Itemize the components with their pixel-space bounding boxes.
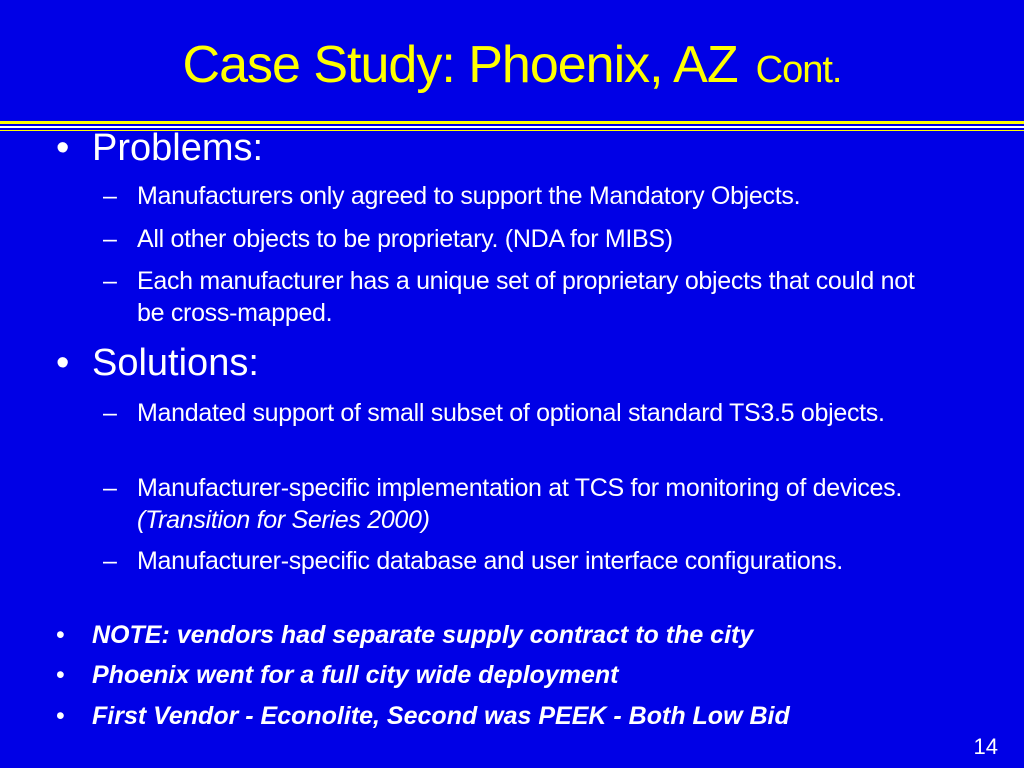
solution-item-text: Mandated support of small subset of optional standard TS3.5 objects. bbox=[137, 399, 885, 427]
page-number: 14 bbox=[973, 734, 998, 759]
slide-title bbox=[0, 30, 1024, 105]
problems-heading-text: Problems: bbox=[92, 127, 264, 169]
solution-item bbox=[103, 397, 927, 429]
solutions-heading bbox=[56, 341, 259, 385]
problem-item bbox=[103, 265, 927, 329]
solution-item-note: (Transition for Series 2000) bbox=[137, 506, 430, 534]
dash-icon: – bbox=[103, 547, 117, 575]
title-divider-top bbox=[0, 121, 1024, 124]
bullet-icon: • bbox=[56, 127, 70, 169]
dash-icon: – bbox=[103, 474, 117, 502]
note-item-text: Phoenix went for a full city wide deployment bbox=[92, 661, 619, 689]
problems-heading bbox=[56, 126, 264, 170]
bullet-icon: • bbox=[56, 661, 65, 689]
problem-item-text: All other objects to be proprietary. (NDA for MIBS) bbox=[137, 225, 673, 253]
note-item bbox=[56, 659, 619, 691]
problem-item-text: Each manufacturer has a unique set of proprietary objects that could not be cross-mapped. bbox=[137, 267, 915, 327]
solution-item-text: Manufacturer-specific database and user interface configurations. bbox=[137, 547, 843, 575]
bullet-icon: • bbox=[56, 702, 65, 730]
dash-icon: – bbox=[103, 182, 117, 210]
solution-item bbox=[103, 472, 937, 536]
note-item bbox=[56, 700, 790, 732]
problem-item-text: Manufacturers only agreed to support the Mandatory Objects. bbox=[137, 182, 801, 210]
slide-title-main: Case Study: Phoenix, AZ bbox=[182, 36, 738, 94]
note-item-text: First Vendor - Econolite, Second was PEEK - Both Low Bid bbox=[92, 702, 790, 730]
dash-icon: – bbox=[103, 225, 117, 253]
slide-title-suffix: Cont. bbox=[755, 49, 842, 91]
note-item-text: NOTE: vendors had separate supply contract to the city bbox=[92, 621, 754, 649]
dash-icon: – bbox=[103, 399, 117, 427]
dash-icon: – bbox=[103, 267, 117, 295]
solutions-heading-text: Solutions: bbox=[92, 342, 259, 384]
bullet-icon: • bbox=[56, 342, 70, 384]
bullet-icon: • bbox=[56, 621, 65, 649]
problem-item bbox=[103, 180, 967, 212]
note-item bbox=[56, 619, 754, 651]
problem-item bbox=[103, 223, 967, 255]
solution-item bbox=[103, 545, 857, 577]
solution-item-text: Manufacturer-specific implementation at TCS for monitoring of devices. bbox=[137, 474, 902, 502]
